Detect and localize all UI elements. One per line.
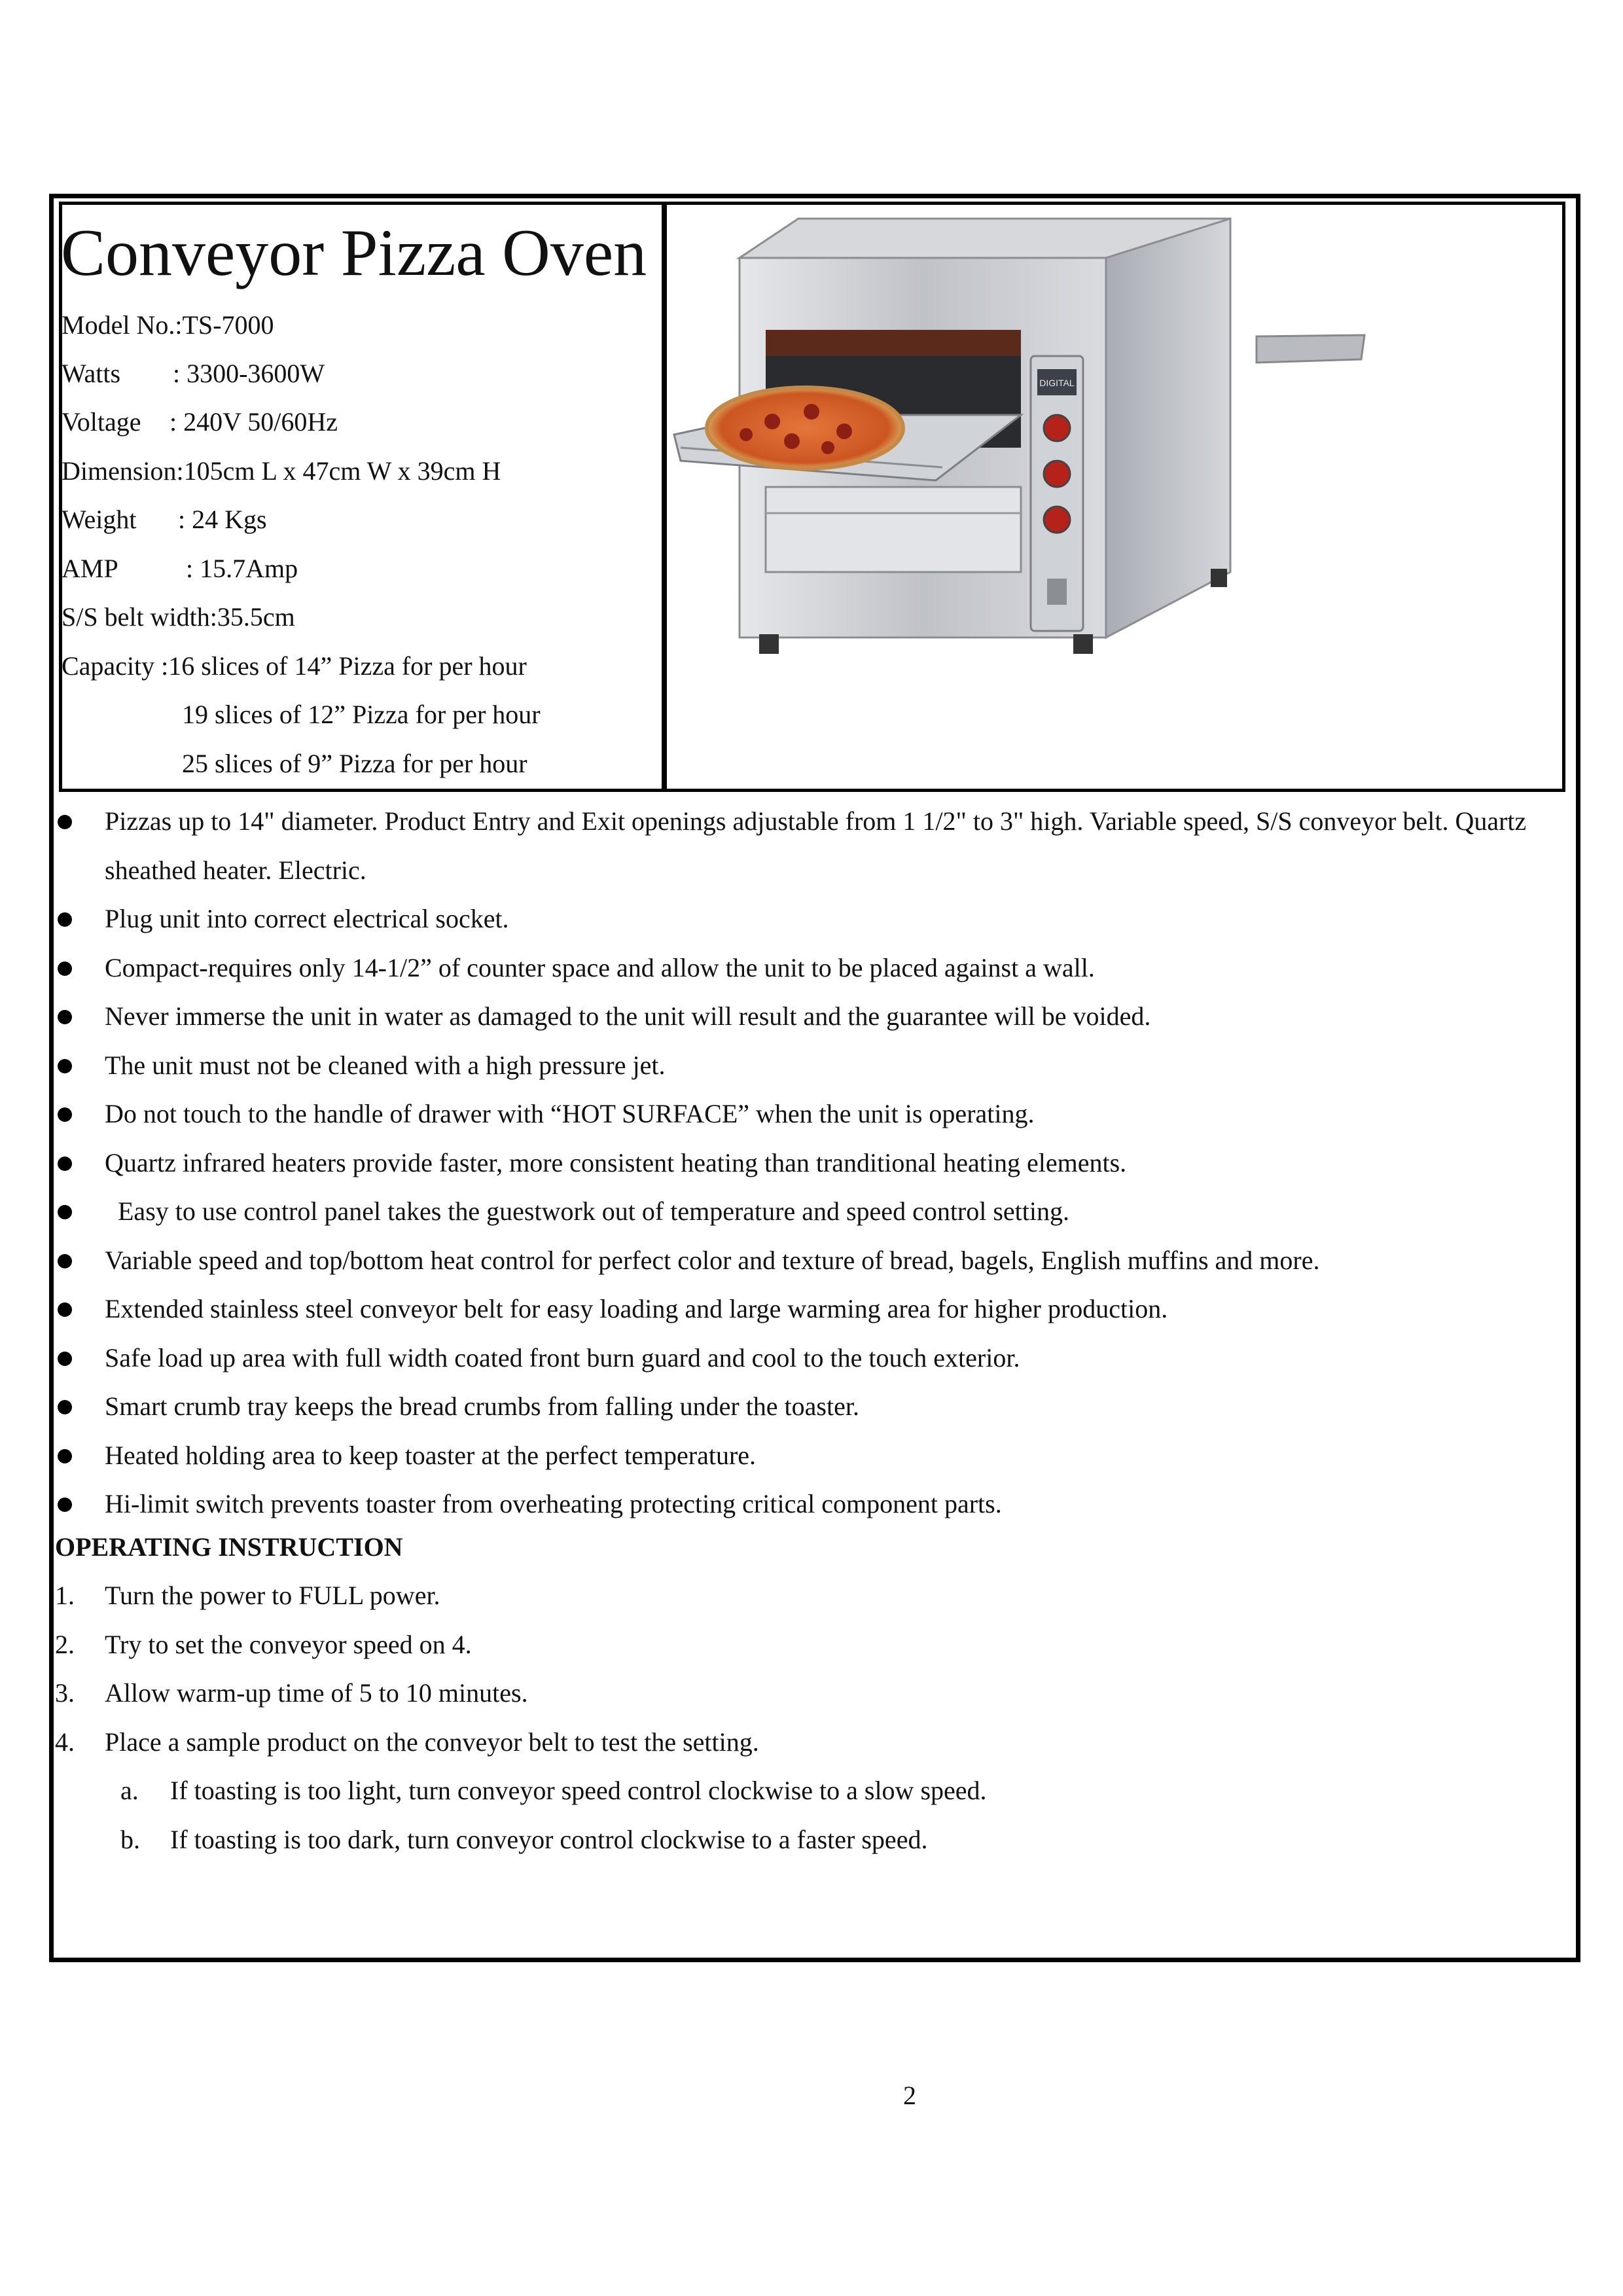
speed-knob [1044, 507, 1070, 533]
step-item [55, 1571, 987, 1621]
spec-value: TS-7000 [182, 310, 274, 340]
bullet-icon [58, 1302, 72, 1317]
list-item-text: Hi-limit switch prevents toaster from overheating protecting critical component parts. [105, 1489, 1002, 1518]
spec-voltage [62, 403, 338, 442]
step-text: Turn the power to FULL power. [105, 1581, 440, 1610]
pizza [707, 387, 903, 469]
list-item-text: Do not touch to the handle of drawer with “HOT SURFACE” when the unit is operating. [105, 1099, 1035, 1128]
bullet-icon [58, 912, 72, 927]
spec-amp [62, 549, 298, 588]
bullet-icon [58, 815, 72, 829]
spec-capacity-9: 25 slices of 9” Pizza for per hour [182, 749, 527, 778]
power-switch [1047, 579, 1067, 605]
list-item [55, 1187, 1580, 1236]
bullet-icon [58, 1157, 72, 1171]
substep-letter: b. [120, 1824, 140, 1854]
spec-key: S/S belt width: [62, 602, 217, 632]
list-item [55, 992, 1580, 1041]
bullet-icon [58, 961, 72, 976]
top-heat-knob [1044, 415, 1070, 441]
rear-conveyor [1257, 335, 1364, 363]
bullet-icon [58, 1449, 72, 1463]
list-item [55, 895, 1580, 944]
list-item-text: Smart crumb tray keeps the bread crumbs from falling under the toaster. [105, 1391, 859, 1421]
list-item [55, 1285, 1580, 1334]
step-text: Place a sample product on the conveyor belt to test the setting. [105, 1727, 759, 1757]
step-item [55, 1621, 987, 1670]
substep-text: If toasting is too light, turn conveyor speed control clockwise to a slow speed. [170, 1776, 987, 1805]
list-item-text: Safe load up area with full width coated front burn guard and cool to the touch exterior. [105, 1342, 1020, 1372]
spec-key: Model No.: [62, 310, 183, 340]
step-text: Try to set the conveyor speed on 4. [105, 1629, 472, 1659]
oven-foot [1211, 569, 1227, 587]
bullet-icon [58, 1352, 72, 1366]
document-title: Conveyor Pizza Oven [61, 216, 647, 290]
step-number: 1. [55, 1581, 75, 1610]
list-item-text: Variable speed and top/bottom heat control for perfect color and texture of bread, bagels, English muffins and more. [105, 1245, 1320, 1275]
bullet-icon [58, 1205, 72, 1219]
display-label: DIGITAL [1039, 378, 1075, 388]
list-item-text: Never immerse the unit in water as damaged to the unit will result and the guarantee will be voided. [105, 1001, 1151, 1031]
bullet-icon [58, 1010, 72, 1024]
spec-watts [62, 354, 325, 393]
list-item-text: Compact-requires only 14-1/2” of counter space and allow the unit to be placed against a wall. [105, 952, 1095, 982]
spec-key: Watts [62, 359, 121, 388]
list-item [55, 1090, 1580, 1139]
operating-steps [55, 1571, 987, 1864]
list-item-text: Easy to use control panel takes the guestwork out of temperature and speed control setting. [105, 1196, 1070, 1226]
bullet-icon [58, 1059, 72, 1073]
spec-value: : 240V 50/60Hz [169, 407, 338, 437]
spec-dimension [62, 452, 501, 491]
spec-key: Dimension: [62, 456, 184, 486]
step-item [55, 1718, 987, 1767]
bullet-icon [58, 1254, 72, 1268]
step-text: Allow warm-up time of 5 to 10 minutes. [105, 1678, 528, 1708]
list-item [55, 1139, 1580, 1188]
list-item [55, 1480, 1580, 1529]
bullet-icon [58, 1107, 72, 1122]
step-number: 3. [55, 1678, 75, 1708]
bottom-heat-knob [1044, 461, 1070, 487]
heating-element [766, 330, 1021, 356]
bullet-icon [58, 1400, 72, 1414]
substep-text: If toasting is too dark, turn conveyor control clockwise to a faster speed. [170, 1824, 928, 1854]
step-number: 4. [55, 1727, 75, 1757]
spec-value: : 3300-3600W [173, 359, 325, 388]
list-item [55, 1041, 1580, 1090]
list-item-text: Pizzas up to 14" diameter. Product Entry and Exit openings adjustable from 1 1/2" to 3" high. Variable speed, S/S conveyor belt. Quartz sheathed heater. Electric. [105, 806, 1527, 885]
spec-model [62, 306, 274, 345]
substep-item [55, 1816, 987, 1865]
oven-foot [1073, 634, 1093, 654]
step-number: 2. [55, 1629, 75, 1659]
list-item-text: Quartz infrared heaters provide faster, more consistent heating than tranditional heating elements. [105, 1147, 1127, 1177]
spec-value: : 15.7Amp [186, 554, 298, 583]
spec-value: 16 slices of 14” Pizza for per hour [168, 651, 527, 681]
crumb-tray [766, 487, 1021, 572]
list-item-text: Plug unit into correct electrical socket. [105, 904, 509, 933]
conveyor-oven-image [668, 206, 1561, 788]
list-item-text: The unit must not be cleaned with a high pressure jet. [105, 1050, 666, 1080]
list-item [55, 1431, 1580, 1480]
spec-capacity-12: 19 slices of 12” Pizza for per hour [182, 700, 541, 729]
spec-weight [62, 500, 267, 539]
spec-key: Weight [62, 505, 137, 534]
spec-belt-width [62, 598, 295, 637]
spec-key: Voltage [62, 407, 141, 437]
page-number: 2 [903, 2081, 916, 2110]
spec-key: Capacity : [62, 651, 169, 681]
spec-capacity [62, 647, 527, 686]
spec-key: AMP [62, 554, 118, 583]
list-item-text: Extended stainless steel conveyor belt for easy loading and large warming area for higher production. [105, 1294, 1168, 1323]
spec-value: : 24 Kgs [178, 505, 267, 534]
list-item [55, 1334, 1580, 1383]
bullet-icon [58, 1498, 72, 1512]
substep-letter: a. [120, 1776, 139, 1805]
feature-list [55, 797, 1580, 1529]
substep-item [55, 1767, 987, 1816]
list-item [55, 1236, 1580, 1285]
spec-value: 35.5cm [217, 602, 295, 632]
operating-instruction-heading: OPERATING INSTRUCTION [55, 1532, 403, 1562]
list-item-text: Heated holding area to keep toaster at the perfect temperature. [105, 1440, 757, 1470]
list-item [55, 797, 1580, 895]
oven-foot [759, 634, 779, 654]
list-item [55, 944, 1580, 993]
spec-value: 105cm L x 47cm W x 39cm H [183, 456, 501, 486]
list-item [55, 1382, 1580, 1431]
step-item [55, 1669, 987, 1718]
